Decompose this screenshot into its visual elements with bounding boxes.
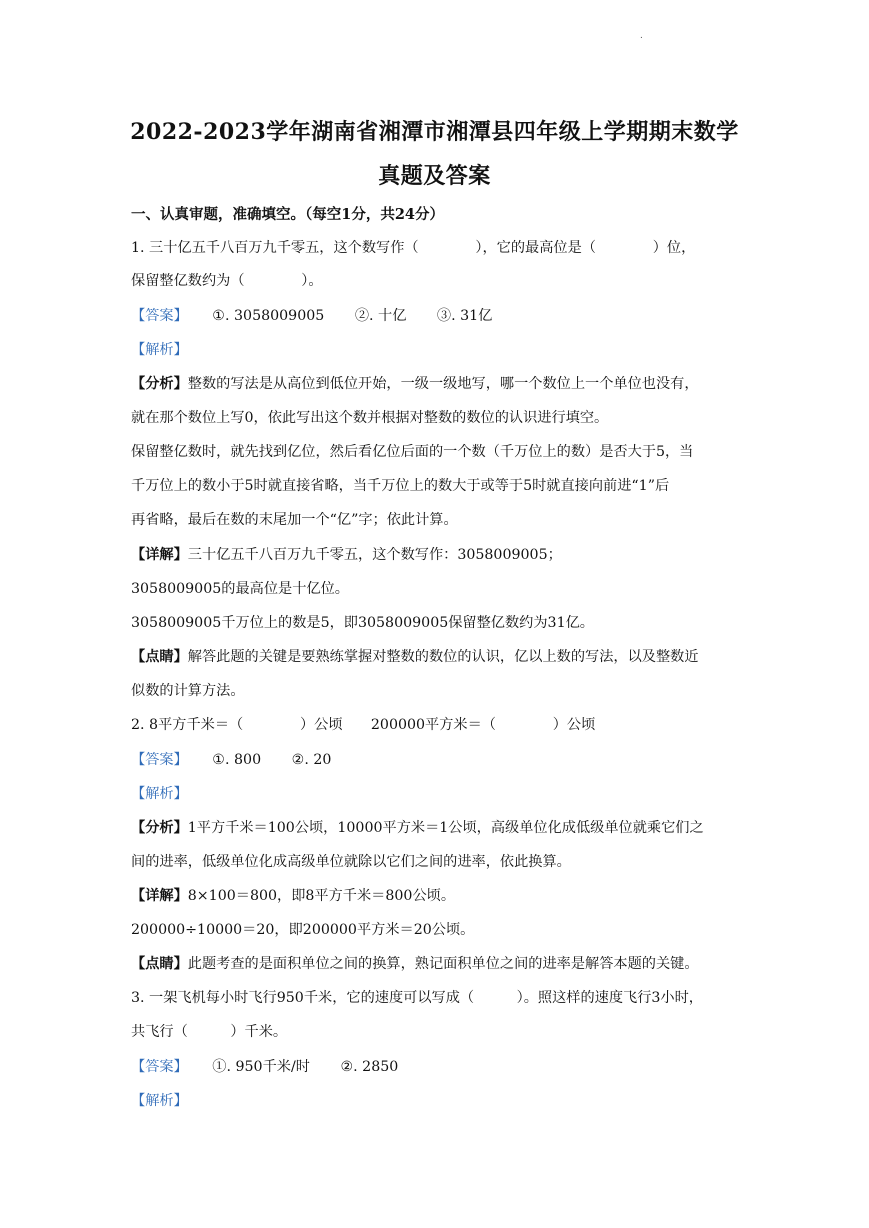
q1-fenxi-1: 【分析】整数的写法是从高位到低位开始，一级一级地写，哪一个数位上一个单位也没有， [131, 376, 699, 392]
q2-text: 2. 8平方千米＝（ ）公顷 200000平方米＝（ ）公顷 [131, 717, 596, 733]
q2-answer-row [131, 750, 357, 770]
q2-fenxi-2: 间的进率，低级单位化成高级单位就除以它们之间的进率，依此换算。 [131, 854, 571, 870]
analysis-tag: 【解析】 [131, 342, 188, 358]
q1-answer-3: ③. 31亿 [436, 308, 493, 324]
header-mark: . [640, 30, 643, 41]
q3-answer-1: ①. 950千米/时 [212, 1059, 310, 1075]
q1-text-cont: 保留整亿数约为（ ）。 [131, 273, 323, 289]
q2-answer-2: ②. 20 [291, 752, 332, 768]
q2-dianjing-1: 【点睛】此题考查的是面积单位之间的换算，熟记面积单位之间的进率是解答本题的关键。 [131, 956, 699, 972]
q1-xiangjie-3: 3058009005千万位上的数是5，即3058009005保留整亿数约为31亿。 [131, 615, 594, 631]
page-title-line2: 真题及答案 [378, 163, 491, 189]
analysis-tag: 【解析】 [131, 1093, 188, 1109]
section-heading: 一、认真审题，准确填空。（每空1分，共24分） [131, 206, 445, 223]
q1-fenxi-5: 再省略，最后在数的末尾加一个“亿”字；依此计算。 [131, 512, 458, 528]
q2-xiangjie-2: 200000÷10000＝20，即200000平方米＝20公顷。 [131, 922, 475, 938]
q1-answer-1: ①. 3058009005 [212, 308, 325, 324]
q1-text: 1. 三十亿五千八百万九千零五，这个数写作（ ），它的最高位是（ ）位， [131, 240, 696, 256]
q2-xiangjie-1: 【详解】8×100＝800，即8平方千米＝800公顷。 [131, 888, 456, 904]
q1-fenxi-4: 千万位上的数小于5时就直接省略，当千万位上的数大于或等于5时就直接向前进“1”后 [131, 478, 670, 494]
q1-dianjing-1: 【点睛】解答此题的关键是要熟练掌握对整数的数位的认识，亿以上数的写法，以及整数近 [131, 649, 699, 665]
q3-text-cont: 共飞行（ ）千米。 [131, 1024, 288, 1040]
q1-fenxi-3: 保留整亿数时，就先找到亿位，然后看亿位后面的一个数（千万位上的数）是否大于5，当 [131, 444, 694, 460]
analysis-tag: 【解析】 [131, 786, 188, 802]
answer-tag: 【答案】 [131, 308, 188, 324]
q2-answer-1: ①. 800 [212, 752, 262, 768]
q3-answer-2: ②. 2850 [340, 1059, 399, 1075]
q1-fenxi-2: 就在那个数位上写0，依此写出这个数并根据对整数的数位的认识进行填空。 [131, 410, 609, 426]
q3-text: 3. 一架飞机每小时飞行950千米，它的速度可以写成（ ）。照这样的速度飞行3小时， [131, 990, 703, 1006]
q1-answer-row [131, 306, 518, 326]
answer-tag: 【答案】 [131, 1059, 188, 1075]
page-title: 2022-2023学年湖南省湘潭市湘潭县四年级上学期期末数学 [130, 119, 739, 145]
q1-dianjing-2: 似数的计算方法。 [131, 683, 245, 699]
q2-fenxi-1: 【分析】1平方千米＝100公顷，10000平方米＝1公顷，高级单位化成低级单位就乘它们之 [131, 820, 704, 836]
answer-tag: 【答案】 [131, 752, 188, 768]
q3-answer-row [131, 1057, 424, 1077]
q1-xiangjie-1: 【详解】三十亿五千八百万九千零五，这个数写作：3058009005； [131, 547, 562, 563]
q1-answer-2: ②. 十亿 [354, 308, 407, 324]
q1-xiangjie-2: 3058009005的最高位是十亿位。 [131, 581, 349, 597]
